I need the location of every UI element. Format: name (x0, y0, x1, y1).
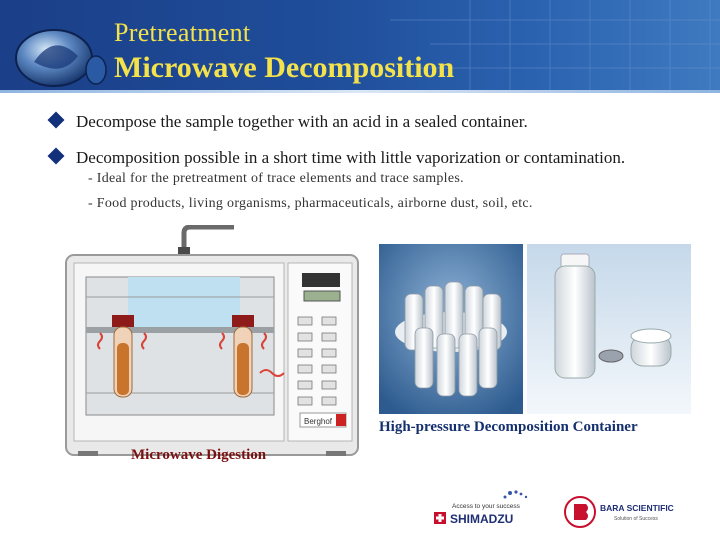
bullet-text: Decomposition possible in a short time with little vaporization or contamination. (76, 148, 626, 167)
bullet-item (50, 112, 528, 132)
globe-logo-icon (12, 22, 108, 88)
oven-brand-label: Berghof (304, 417, 333, 426)
header-band (0, 0, 720, 93)
slide-subtitle: Pretreatment (114, 18, 251, 47)
sub-bullet-text: - Food products, living organisms, pharmaceuticals, airborne dust, soil, etc. (88, 196, 533, 211)
shimadzu-wordmark: SHIMADZU (450, 512, 514, 526)
bara-tagline: Solution of Success (614, 516, 658, 522)
bullet-item (50, 148, 625, 168)
bullet-text: Decompose the sample together with an acid in a sealed container. (76, 112, 528, 131)
microwave-digestion-illustration (64, 225, 364, 457)
slide-title: Microwave Decomposition (114, 51, 455, 84)
sub-bullet-text: - Ideal for the pretreatment of trace elements and trace samples. (88, 171, 464, 186)
shimadzu-logo (432, 488, 542, 528)
header-divider (0, 90, 720, 93)
bara-wordmark: BARA SCIENTIFIC (600, 503, 674, 513)
decomposition-container-photo (379, 244, 691, 414)
bara-scientific-logo (564, 494, 694, 530)
container-caption: High-pressure Decomposition Container (379, 419, 638, 435)
oven-caption: Microwave Digestion (131, 447, 267, 463)
shimadzu-tagline: Access to your success (452, 503, 520, 510)
diamond-bullet-icon (48, 112, 65, 129)
diamond-bullet-icon (48, 148, 65, 165)
